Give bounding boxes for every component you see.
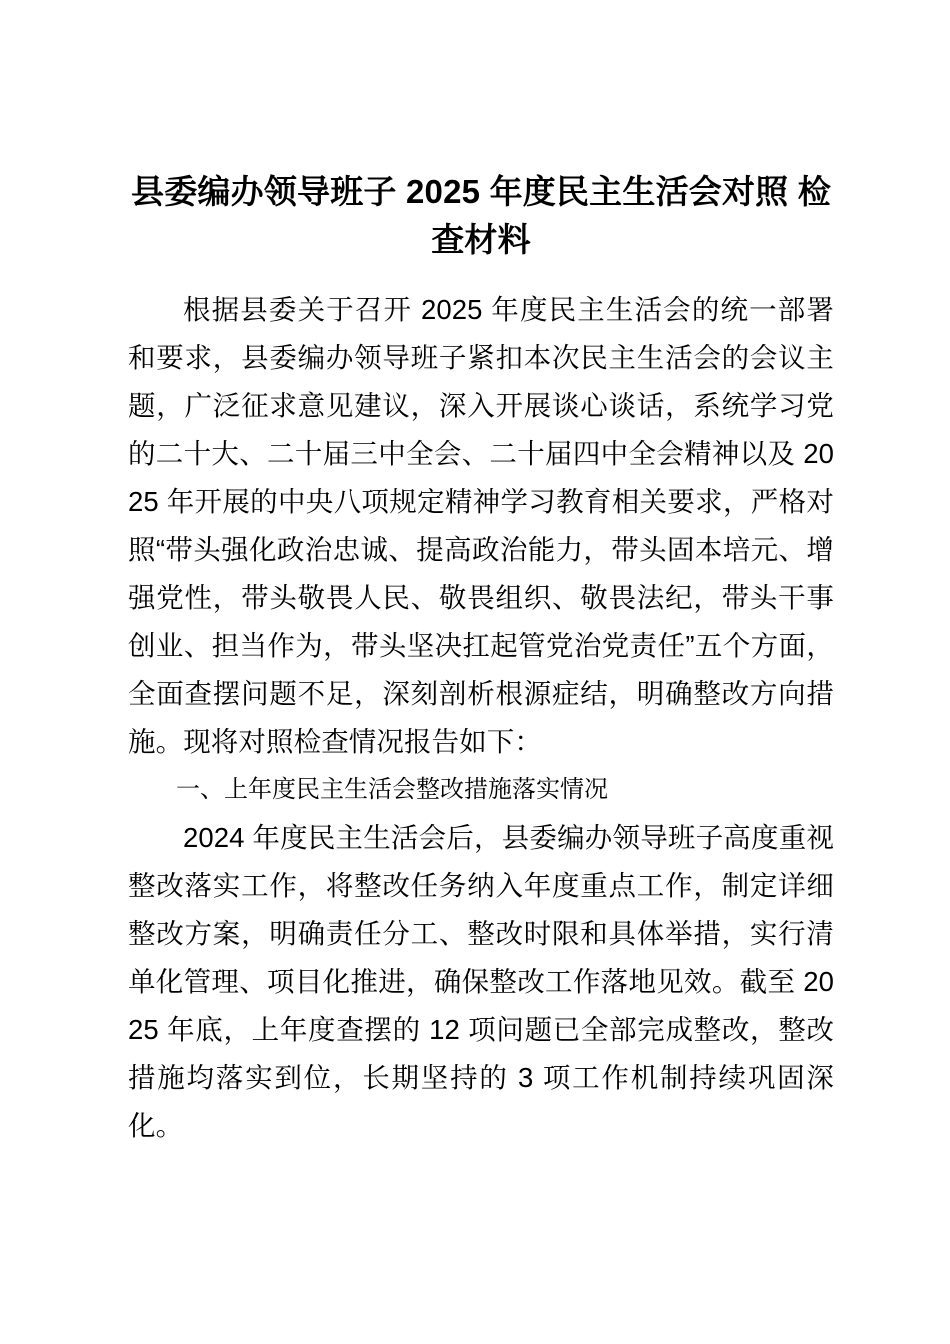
paragraph-section-one-body: 2024 年度民主生活会后，县委编办领导班子高度重视整改落实工作，将整改任务纳入年度重点工作，制定详细整改方案，明确责任分工、整改时限和具体举措，实行清单化管理、项目化推进，确保整改工作落地见效。截至 2025 年底，上年度查摆的 12 项问题已全部完成整改，整改措施均落实到位，长期坚持的 3 项工作机制持续巩固深化。 bbox=[128, 822, 834, 1141]
paragraph-intro: 根据县委关于召开 2025 年度民主生活会的统一部署和要求，县委编办领导班子紧扣本次民主生活会的会议主题，广泛征求意见建议，深入开展谈心谈话，系统学习党的二十大、二十届三中全会、二十届四中全会精神以及 2025 年开展的中央八项规定精神学习教育相关要求，严格对照“带头强化政治忠诚、提高政治能力，带头固本培元、增强党性，带头敬畏人民、敬畏组织、敬畏法纪，带头干事创业、担当作为，带头坚决扛起管党治党责任”五个方面，全面查摆问题不足，深刻剖析根源症结，明确整改方向措施。现将对照检查情况报告如下： bbox=[128, 294, 834, 757]
page-title bbox=[128, 168, 834, 264]
page-title-line-1: 县委编办领导班子 2025 年度民主生活会对照 bbox=[131, 173, 789, 210]
document-content bbox=[128, 168, 834, 1150]
section-heading-one: 一、上年度民主生活会整改措施落实情况 bbox=[176, 776, 608, 803]
page-title-line-2: 检查材料 bbox=[431, 173, 831, 258]
